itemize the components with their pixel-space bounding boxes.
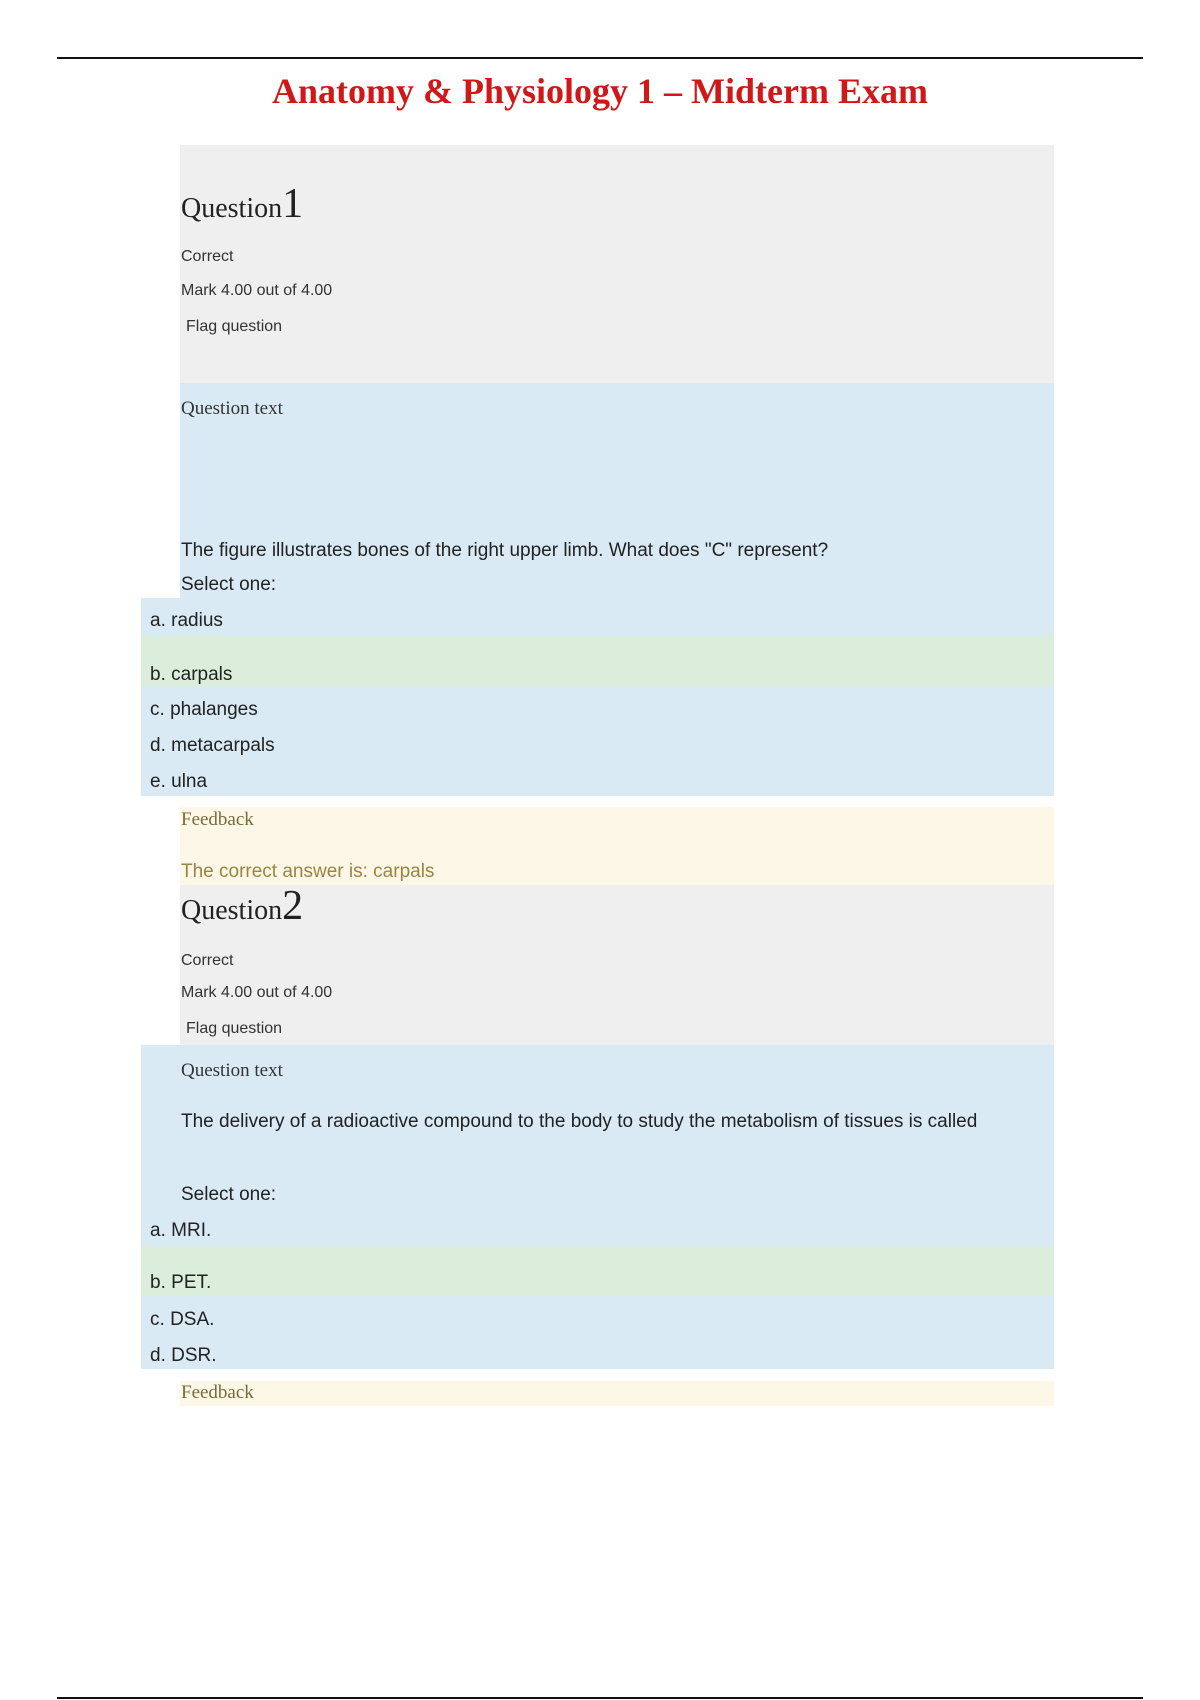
q1-select-one: Select one: [181,574,277,595]
q2-select-one: Select one: [181,1184,277,1205]
top-rule [57,57,1143,59]
q1-option-b[interactable]: b. carpals [150,664,233,685]
q1-option-c[interactable]: c. phalanges [150,699,258,720]
q2-option-b[interactable]: b. PET. [150,1272,212,1293]
q1-mark: Mark 4.00 out of 4.00 [181,282,333,299]
q2-feedback-label: Feedback [181,1382,254,1403]
q2-options-panel-bottom [141,1296,1054,1369]
q2-info-panel [180,885,1054,1045]
q1-question-text: The figure illustrates bones of the right upper limb. What does "C" represent? [181,540,829,561]
q2-option-a[interactable]: a. MRI. [150,1220,212,1241]
q1-flag-question[interactable]: Flag question [186,318,283,335]
q1-option-a[interactable]: a. radius [150,610,223,631]
q1-heading: Question1 [181,181,304,227]
q1-feedback-label: Feedback [181,809,254,830]
q1-options-panel-bottom [141,686,1054,796]
q2-option-c[interactable]: c. DSA. [150,1309,215,1330]
q1-state: Correct [181,248,234,265]
q1-option-d[interactable]: d. metacarpals [150,735,275,756]
q1-info-panel [180,145,1054,383]
q2-question-text: The delivery of a radioactive compound to the body to study the metabolism of tissues is called [181,1111,978,1132]
document-title: Anatomy & Physiology 1 – Midterm Exam [272,71,928,111]
q2-flag-question[interactable]: Flag question [186,1020,283,1037]
q2-correct-option-bg [141,1246,1054,1296]
bottom-rule [57,1697,1143,1699]
q1-options-panel-top [141,598,1054,636]
q2-question-text-label: Question text [181,1060,283,1081]
q1-feedback-text: The correct answer is: carpals [181,861,435,882]
q2-number: 2 [282,883,304,929]
q1-question-text-label: Question text [181,398,283,419]
q1-correct-option-bg [141,636,1054,686]
q2-state: Correct [181,952,234,969]
q2-mark: Mark 4.00 out of 4.00 [181,984,333,1001]
q2-heading: Question2 [181,883,304,929]
q2-feedback-panel [180,1381,1054,1406]
q1-option-e[interactable]: e. ulna [150,771,208,792]
q1-number: 1 [282,181,304,227]
q2-option-d[interactable]: d. DSR. [150,1345,217,1366]
